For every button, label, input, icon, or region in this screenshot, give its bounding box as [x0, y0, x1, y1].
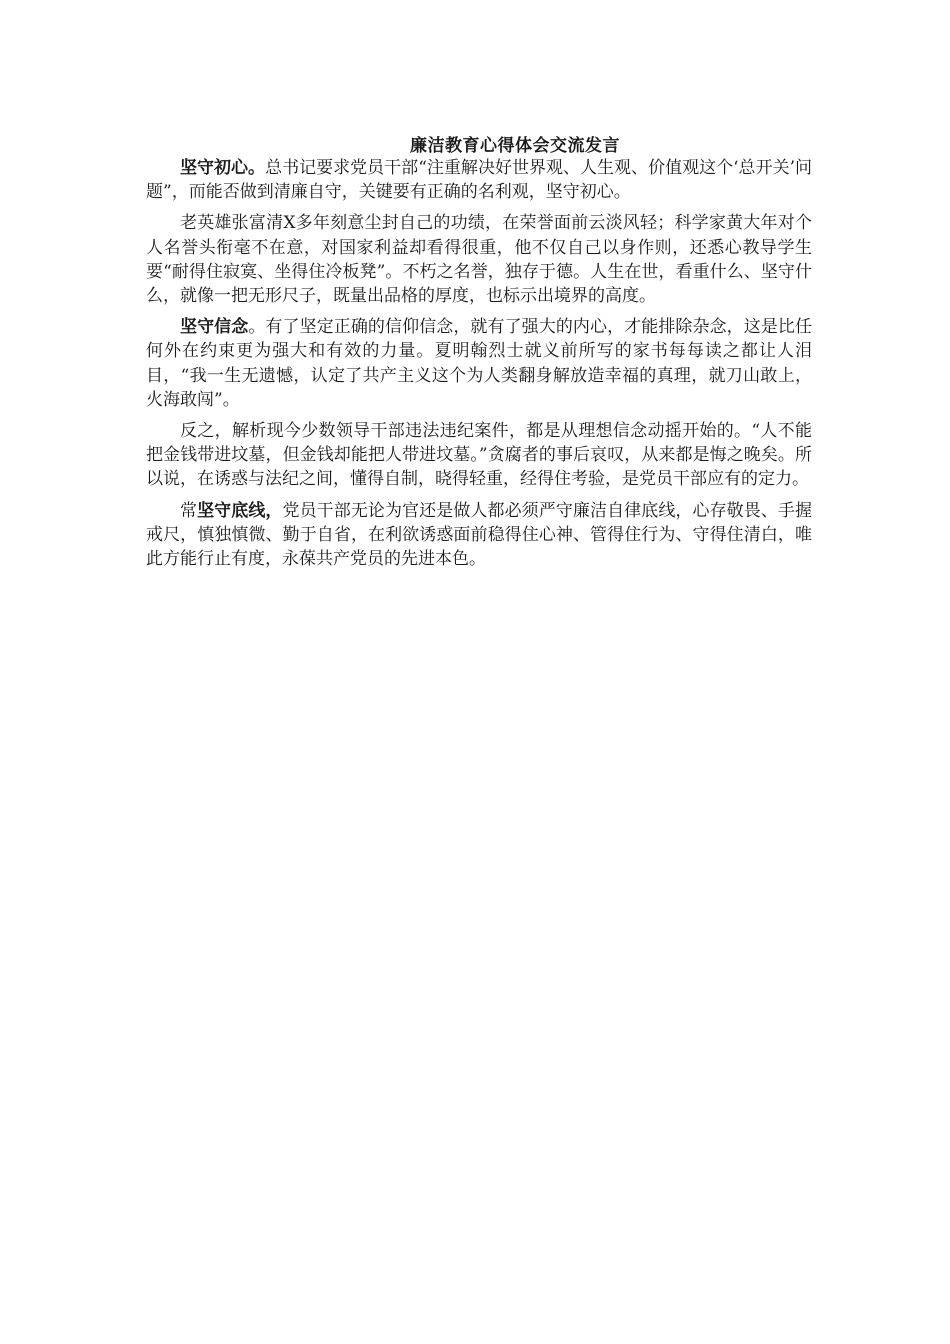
- paragraph-prefix: 常: [180, 500, 198, 521]
- paragraph-heading: 坚守初心。: [180, 158, 266, 178]
- paragraph-stay-true-to-belief: [146, 315, 812, 412]
- paragraph-warning-cases: [146, 419, 812, 492]
- paragraph-stay-true-to-original-aspiration: [146, 156, 812, 204]
- document-title: 廉洁教育心得体会交流发言: [410, 136, 620, 156]
- paragraph-hold-the-bottom-line: [146, 499, 812, 572]
- paragraph-role-models: [146, 211, 812, 308]
- paragraph-text: 总书记要求党员干部“注重解决好世界观、人生观、价值观这个‘总开关’问题”，而能否做到清廉自守，关键要有正确的名利观，坚守初心。: [146, 158, 813, 203]
- paragraph-heading: 坚守底线，: [197, 500, 283, 521]
- paragraph-text: 。有了坚定正确的信仰信念，就有了强大的内心，才能排除杂念，这是比任何外在约束更为强大和有效的力量。夏明翰烈士就义前所写的家书每每读之都让人泪目，“我一生无遗憾，认定了共产主义这个为人类翻身解放造幸福的真理，就刀山敢上，火海敢闯”。: [146, 317, 813, 410]
- paragraph-text: 老英雄张富清X多年刻意尘封自己的功绩，在荣誉面前云淡风轻；科学家黄大年对个人名誉头衔毫不在意，对国家利益却看得很重，他不仅自己以身作则，还悉心教导学生要“耐得住寂寞、坐得住冷板凳”。不朽之名誉，独存于德。人生在世，看重什么、坚守什么，就像一把无形尺子，既量出品格的厚度，也标示出境界的高度。: [146, 213, 812, 307]
- paragraph-heading: 坚守信念: [180, 317, 249, 338]
- document-body: [146, 156, 812, 578]
- paragraph-text: 党员干部无论为官还是做人都必须严守廉洁自律底线，心存敬畏、手握戒尺，慎独慎微、勤于自省，在利欲诱惑面前稳得住心神、管得住行为、守得住清白，唯此方能行止有度，永葆共产党员的先进本色。: [146, 500, 813, 570]
- paragraph-text: 反之，解析现今少数领导干部违法违纪案件，都是从理想信念动摇开始的。“人不能把金钱带进坟墓，但金钱却能把人带进坟墓。”贪腐者的事后哀叹，从来都是悔之晚矣。所以说，在诱惑与法纪之间，懂得自制，晓得轻重，经得住考验，是党员干部应有的定力。: [146, 421, 812, 490]
